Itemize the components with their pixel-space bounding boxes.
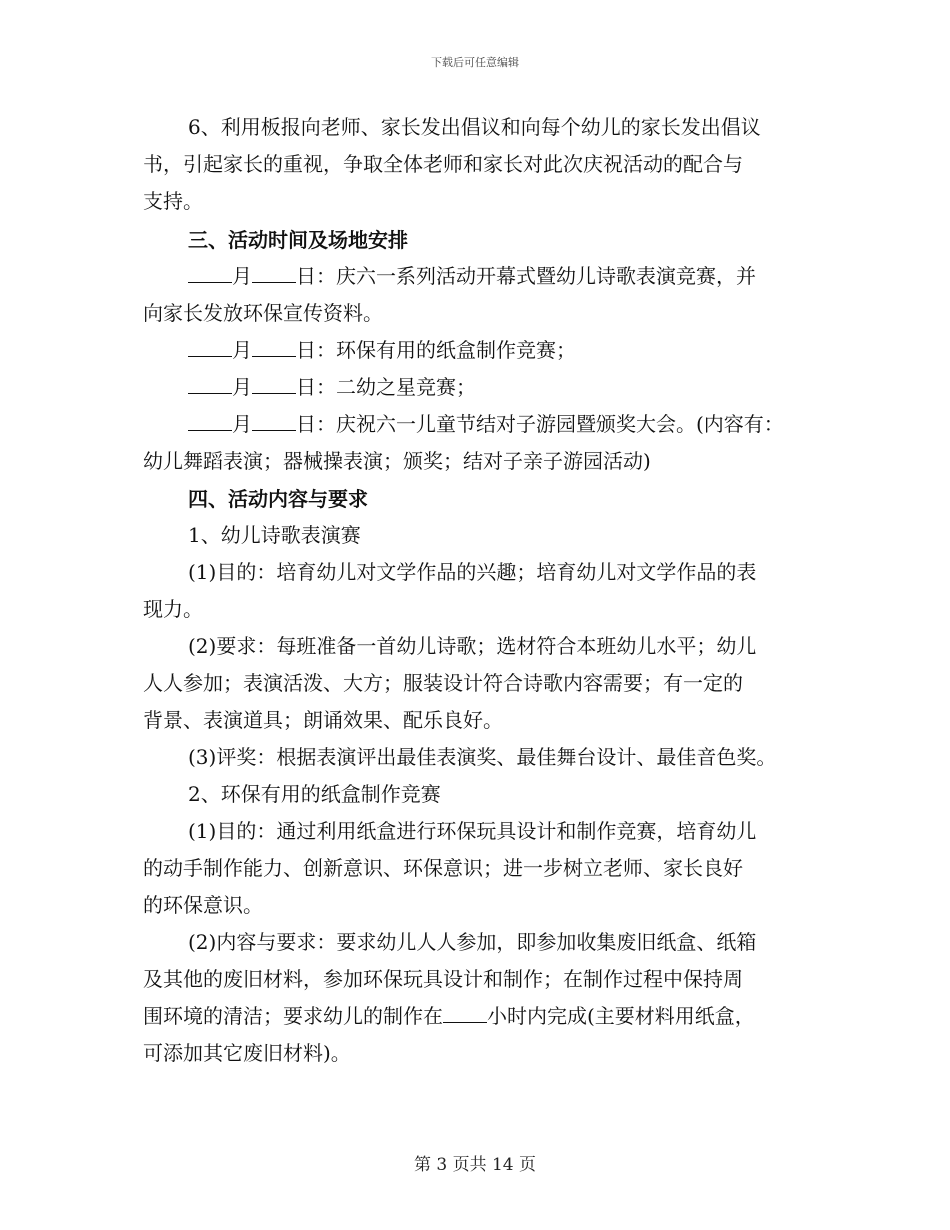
paragraph-line: 支持。 <box>143 189 203 213</box>
paragraph-line: 书，引起家长的重视，争取全体老师和家长对此次庆祝活动的配合与 <box>143 152 743 176</box>
fill-blank <box>188 264 232 283</box>
subsection-heading: 2、环保有用的纸盒制作竞赛 <box>188 782 441 806</box>
schedule-line: 月 日：庆祝六一儿童节结对子游园暨颁奖大会。(内容有： <box>188 411 784 437</box>
paragraph-line: (1)目的：通过利用纸盒进行环保玩具设计和制作竞赛，培育幼儿 <box>188 819 757 843</box>
fill-blank <box>252 338 296 357</box>
paragraph-line: (3)评奖：根据表演评出最佳表演奖、最佳舞台设计、最佳音色奖。 <box>188 745 777 769</box>
paragraph-line: 6、利用板报向老师、家长发出倡议和向每个幼儿的家长发出倡议 <box>188 115 761 139</box>
schedule-line: 月 日：环保有用的纸盒制作竞赛； <box>188 337 576 363</box>
section-heading: 三、活动时间及场地安排 <box>188 228 408 252</box>
paragraph-line: 及其他的废旧材料，参加环保玩具设计和制作；在制作过程中保持周 <box>143 967 743 991</box>
page-header: 下载后可任意编辑 <box>431 56 519 69</box>
paragraph-line: 背景、表演道具；朗诵效果、配乐良好。 <box>143 708 503 732</box>
fill-blank <box>252 375 296 394</box>
schedule-line: 月 日：庆六一系列活动开幕式暨幼儿诗歌表演竞赛，并 <box>188 263 756 289</box>
paragraph-line: 的环保意识。 <box>143 893 263 917</box>
fill-blank <box>252 264 296 283</box>
paragraph-line: (2)内容与要求：要求幼儿人人参加，即参加收集废旧纸盒、纸箱 <box>188 930 757 954</box>
fill-blank <box>188 338 232 357</box>
schedule-line: 月 日：二幼之星竞赛； <box>188 374 476 400</box>
paragraph-line: 幼儿舞蹈表演；器械操表演；颁奖；结对子亲子游园活动) <box>143 449 651 473</box>
section-heading: 四、活动内容与要求 <box>188 487 368 511</box>
fill-blank <box>188 375 232 394</box>
paragraph-line: 的动手制作能力、创新意识、环保意识；进一步树立老师、家长良好 <box>143 856 743 880</box>
fill-blank <box>443 1004 487 1023</box>
paragraph-line-with-blank: 围环境的清洁；要求幼儿的制作在 小时内完成(主要材料用纸盒， <box>143 1004 755 1028</box>
fill-blank <box>188 412 232 431</box>
subsection-heading: 1、幼儿诗歌表演赛 <box>188 523 361 547</box>
paragraph-line: 向家长发放环保宣传资料。 <box>143 301 383 325</box>
paragraph-line: 人人参加；表演活泼、大方；服装设计符合诗歌内容需要；有一定的 <box>143 671 743 695</box>
paragraph-line: 可添加其它废旧材料)。 <box>143 1041 351 1065</box>
paragraph-line: (2)要求：每班准备一首幼儿诗歌；选材符合本班幼儿水平；幼儿 <box>188 634 757 658</box>
paragraph-line: (1)目的：培育幼儿对文学作品的兴趣；培育幼儿对文学作品的表 <box>188 560 757 584</box>
paragraph-line: 现力。 <box>143 597 203 621</box>
page-footer: 第 3 页共 14 页 <box>413 1155 537 1175</box>
fill-blank <box>252 412 296 431</box>
